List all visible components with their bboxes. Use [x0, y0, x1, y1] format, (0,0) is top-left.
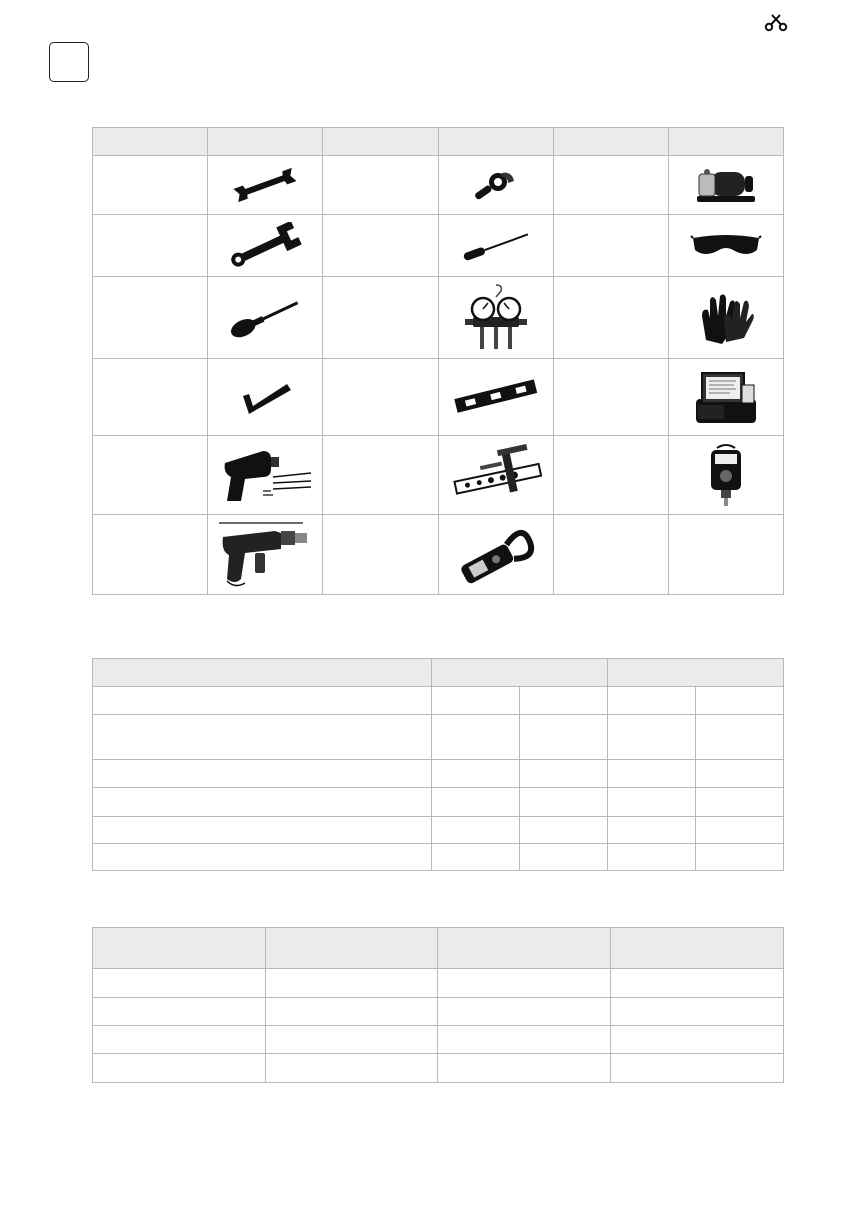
specs-header-cell [432, 659, 608, 687]
small-screwdriver-icon [456, 226, 536, 266]
table-cell [93, 998, 266, 1026]
summary-header-cell [611, 928, 784, 969]
tool-image-cell [439, 215, 554, 277]
table-cell [93, 817, 432, 844]
tool-name-cell [323, 515, 439, 595]
table-row [93, 215, 784, 277]
tool-image-cell [439, 515, 554, 595]
gloves-icon [696, 288, 756, 348]
table-cell [438, 969, 611, 998]
table-row [93, 998, 784, 1026]
table-cell [432, 715, 520, 760]
tools-header-cell [439, 128, 554, 156]
table-cell [611, 1054, 784, 1083]
tools-header-cell [669, 128, 784, 156]
table-row [93, 359, 784, 436]
tool-name-cell [554, 215, 669, 277]
table-cell [93, 760, 432, 788]
summary-header-cell [93, 928, 266, 969]
tool-name-cell [93, 215, 208, 277]
tool-name-cell [323, 156, 439, 215]
table-cell [608, 788, 696, 817]
summary-header-cell [266, 928, 438, 969]
specs-header-cell [608, 659, 784, 687]
specs-header-cell [93, 659, 432, 687]
specs-table [92, 658, 784, 871]
tools-header-cell [93, 128, 208, 156]
table-cell [93, 969, 266, 998]
drill-bits-icon [215, 443, 315, 507]
table-row [93, 1054, 784, 1083]
table-cell [432, 687, 520, 715]
table-row [93, 715, 784, 760]
scissors-icon [764, 13, 788, 33]
tool-name-cell [554, 515, 669, 595]
table-cell [608, 760, 696, 788]
table-cell [608, 844, 696, 871]
manifold-gauge-icon [461, 283, 531, 353]
tools-table-header-row [93, 128, 784, 156]
tools-header-cell [554, 128, 669, 156]
tool-image-cell [208, 156, 323, 215]
table-cell [520, 817, 608, 844]
table-cell [432, 844, 520, 871]
tool-name-cell [93, 515, 208, 595]
table-cell [696, 844, 784, 871]
table-row [93, 436, 784, 515]
summary-header-cell [438, 928, 611, 969]
table-cell [608, 817, 696, 844]
table-row [93, 277, 784, 359]
leak-detector-icon [701, 442, 751, 508]
refrigerant-scale-icon [690, 365, 762, 429]
table-row [93, 687, 784, 715]
tool-image-cell [669, 156, 784, 215]
open-end-wrench-icon [230, 167, 300, 203]
table-cell [266, 1054, 438, 1083]
table-cell [432, 760, 520, 788]
tool-name-cell [93, 436, 208, 515]
table-cell [696, 817, 784, 844]
spirit-level-icon [451, 375, 541, 419]
table-cell [266, 969, 438, 998]
summary-table [92, 927, 784, 1083]
table-cell [696, 687, 784, 715]
table-cell [266, 1026, 438, 1054]
table-cell [93, 687, 432, 715]
table-row [93, 760, 784, 788]
tool-image-cell [669, 277, 784, 359]
table-cell [438, 1026, 611, 1054]
clamp-meter-icon [451, 523, 541, 587]
table-cell [696, 788, 784, 817]
table-row [93, 844, 784, 871]
tool-image-cell [439, 359, 554, 436]
tool-name-cell [554, 156, 669, 215]
hex-key-icon [235, 374, 295, 420]
table-cell [696, 715, 784, 760]
tool-image-cell [208, 515, 323, 595]
tool-image-cell [669, 515, 784, 595]
tool-name-cell [554, 359, 669, 436]
table-row [93, 515, 784, 595]
tool-name-cell [323, 359, 439, 436]
tools-table [92, 127, 784, 595]
table-row [93, 788, 784, 817]
tool-name-cell [323, 436, 439, 515]
tool-name-cell [323, 215, 439, 277]
table-cell [608, 715, 696, 760]
table-cell [93, 1026, 266, 1054]
table-cell [611, 998, 784, 1026]
table-cell [438, 998, 611, 1026]
tools-header-cell [208, 128, 323, 156]
table-cell [520, 760, 608, 788]
table-cell [696, 760, 784, 788]
tool-image-cell [669, 436, 784, 515]
tube-cutter-icon [466, 165, 526, 205]
safety-glasses-icon [689, 228, 763, 264]
table-cell [611, 1026, 784, 1054]
tool-name-cell [323, 277, 439, 359]
table-cell [93, 844, 432, 871]
table-cell [266, 998, 438, 1026]
table-row [93, 817, 784, 844]
tool-name-cell [93, 156, 208, 215]
section-marker-box [49, 42, 89, 82]
tool-name-cell [554, 277, 669, 359]
tool-image-cell [208, 436, 323, 515]
table-cell [608, 687, 696, 715]
vacuum-pump-icon [691, 162, 761, 208]
table-cell [93, 788, 432, 817]
adjustable-wrench-icon [225, 222, 305, 270]
specs-table-header-row [93, 659, 784, 687]
hammer-drill-icon [215, 519, 315, 591]
tool-image-cell [208, 359, 323, 436]
tool-name-cell [93, 277, 208, 359]
table-cell [93, 1054, 266, 1083]
summary-table-header-row [93, 928, 784, 969]
table-cell [611, 969, 784, 998]
table-cell [520, 788, 608, 817]
screwdriver-icon [225, 293, 305, 343]
tool-image-cell [439, 277, 554, 359]
tool-image-cell [208, 215, 323, 277]
tool-image-cell [208, 277, 323, 359]
table-cell [432, 788, 520, 817]
tool-name-cell [554, 436, 669, 515]
table-row [93, 156, 784, 215]
table-cell [438, 1054, 611, 1083]
table-row [93, 969, 784, 998]
table-cell [432, 817, 520, 844]
tool-image-cell [669, 215, 784, 277]
table-cell [520, 687, 608, 715]
tool-image-cell [439, 436, 554, 515]
tool-image-cell [439, 156, 554, 215]
table-cell [520, 715, 608, 760]
flaring-tool-icon [446, 443, 546, 507]
table-row [93, 1026, 784, 1054]
table-cell [520, 844, 608, 871]
table-cell [93, 715, 432, 760]
tool-image-cell [669, 359, 784, 436]
tool-name-cell [93, 359, 208, 436]
tools-header-cell [323, 128, 439, 156]
